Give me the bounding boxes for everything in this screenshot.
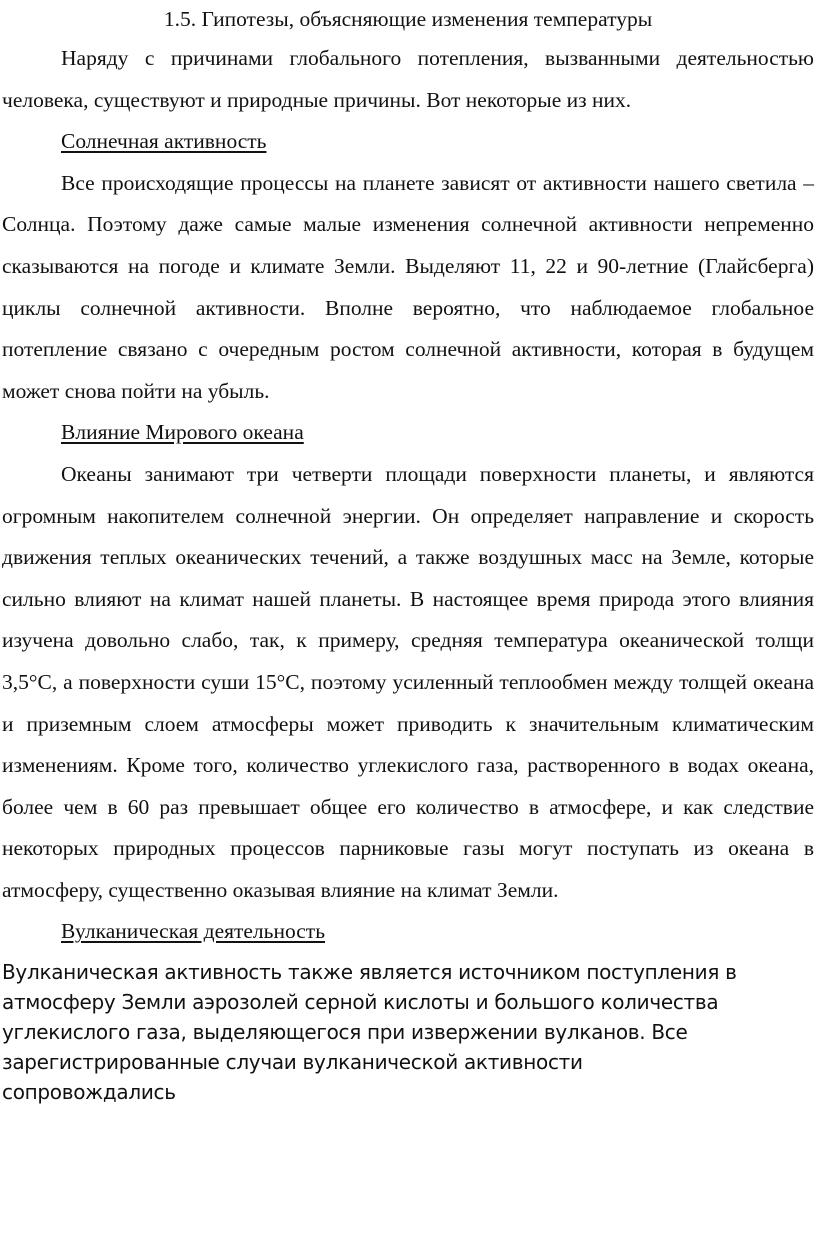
section-heading-ocean-text: Влияние Мирового океана (61, 420, 304, 445)
section-paragraph-ocean: Океаны занимают три четверти площади поверхности планеты, и являются огромным накопителем солнечной энергии. Он определяет направление и скорость движения теплых океанических течений, а также воздушных масс на Земле, которые сильно влияют на климат нашей планеты. В настоящее время природа этого влияния изучена довольно слабо, так, к примеру, средняя температура океанической толщи 3,5°С, а поверхности суши 15°С, поэтому усиленный теплообмен между толщей океана и приземным слоем атмосферы может приводить к значительным климатическим изменениям. Кроме того, количество углекислого газа, растворенного в водах океана, более чем в 60 раз превышает общее его количество в атмосфере, и как следствие некоторых природных процессов парниковые газы могут поступать из океана в атмосферу, существенно оказывая влияние на климат Земли. (2, 461, 814, 902)
intro-paragraph: Наряду с причинами глобального потепления, вызванными деятельностью человека, существуют и природные причины. Вот некоторые из них. (2, 46, 814, 112)
page-title: 1.5. Гипотезы, объясняющие изменения температуры (163, 7, 653, 31)
section-heading-solar-text: Солнечная активность (61, 129, 267, 154)
section-heading-solar (2, 121, 814, 163)
section-heading-ocean (2, 412, 814, 454)
section-heading-volcanic (2, 911, 814, 953)
section-paragraph-solar: Все происходящие процессы на планете зависят от активности нашего светила – Солнца. Поэтому даже самые малые изменения солнечной активности непременно сказываются на погоде и климате Земли. Выделяют 11, 22 и 90-летние (Глайсберга) циклы солнечной активности. Вполне вероятно, что наблюдаемое глобальное потепление связано с очередным ростом солнечной активности, которая в будущем может снова пойти на убыль. (2, 170, 814, 403)
section-paragraph-volcanic: Вулканическая активность также является источником поступления в атмосферу Земли аэрозолей серной кислоты и большого количества углекислого газа, выделяющегося при извержении вулканов. Все зарегистрированные случаи вулканической активности сопровождались (2, 960, 737, 1105)
section-heading-volcanic-text: Вулканическая деятельность (61, 919, 326, 944)
